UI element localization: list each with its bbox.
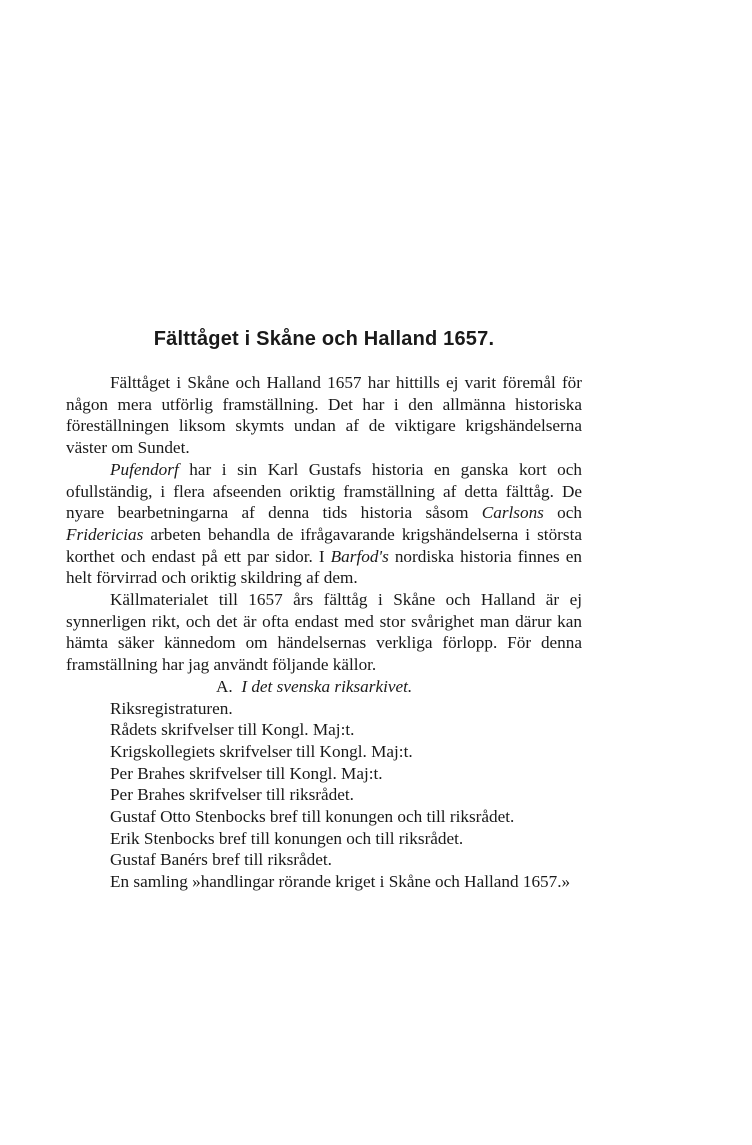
book-page <box>66 0 582 1145</box>
section-a-label: A. <box>216 676 233 696</box>
paragraph-segment: och <box>543 503 582 523</box>
paragraph-intro <box>66 372 582 459</box>
author-name-carlson: Carlsons <box>481 503 544 523</box>
source-item: Riksregistraturen. <box>110 698 233 718</box>
paragraph-segment: arbeten behandla de ifrågavarande krigshändelserna i största korthet och endast på ett par sidor. I <box>66 524 582 566</box>
author-name-fridericia: Fridericias <box>66 524 144 544</box>
paragraph-sources-intro <box>66 589 582 676</box>
author-name-barfod: Barfod's <box>330 546 389 566</box>
paragraph-literature <box>66 459 582 589</box>
source-item: Rådets skrifvelser till Kongl. Maj:t. <box>110 720 355 740</box>
chapter-title: Fälttåget i Skåne och Halland 1657. <box>153 328 495 350</box>
body-text <box>66 372 582 893</box>
source-item: Per Brahes skrifvelser till Kongl. Maj:t. <box>110 763 383 783</box>
source-item: Krigskollegiets skrifvelser till Kongl. Maj:t. <box>110 741 413 761</box>
source-item: Per Brahes skrifvelser till riksrådet. <box>110 785 354 805</box>
paragraph-segment: nordiska historia finnes en helt förvirrad och oriktig skildring af dem. <box>66 546 582 588</box>
source-item: En samling »handlingar rörande kriget i Skåne och Halland 1657.» <box>110 872 571 892</box>
paragraph-segment: Källmaterialet till 1657 års fälttåg i Skåne och Halland är ej synnerligen rikt, och det är ofta endast med stor svårighet man därur kan hämta säker kännedom om händelsernas verkliga förlopp. För denna framställning har jag användt följande källor. <box>66 590 582 675</box>
source-item: Gustaf Banérs bref till riksrådet. <box>110 850 332 870</box>
source-item: Gustaf Otto Stenbocks bref till konungen och till riksrådet. <box>110 807 515 827</box>
paragraph-segment: har i sin Karl Gustafs historia en ganska kort och ofullständig, i flera afseenden oriktig framställning af detta fälttåg. De nyare bearbetningarna af denna tids historia såsom <box>66 459 582 523</box>
author-name-pufendorf: Pufendorf <box>110 459 179 479</box>
source-item: Erik Stenbocks bref till konungen och till riksrådet. <box>110 828 464 848</box>
section-a-title: I det svenska riksarkivet. <box>241 676 413 696</box>
section-a-heading <box>66 676 582 698</box>
paragraph-segment: Fälttåget i Skåne och Halland 1657 har hittills ej varit föremål för någon mera utförlig framställning. Det har i den allmänna historiska föreställningen liksom skymts undan af de viktigare krigshändelserna väster om Sundet. <box>66 373 582 458</box>
